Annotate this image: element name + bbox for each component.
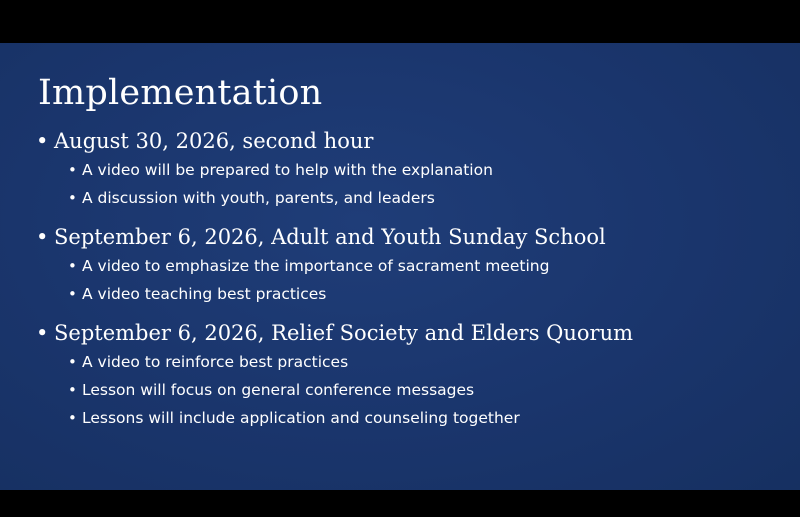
bullet-list <box>36 129 776 445</box>
bullet-text: September 6, 2026, Adult and Youth Sunday School <box>54 225 606 249</box>
bullet-icon: • <box>68 161 77 179</box>
bullet-heading <box>36 129 776 161</box>
list-item <box>36 129 776 217</box>
list-item <box>36 321 776 437</box>
sub-bullet-text: A video to emphasize the importance of sacrament meeting <box>82 257 550 275</box>
bullet-icon: • <box>68 257 77 275</box>
bullet-icon: • <box>36 321 49 345</box>
list-item <box>36 225 776 313</box>
bullet-icon: • <box>36 225 49 249</box>
sub-list-item <box>68 257 776 285</box>
sub-list-item <box>68 381 776 409</box>
bullet-text: August 30, 2026, second hour <box>54 129 374 153</box>
sub-bullet-text: A video teaching best practices <box>82 285 327 303</box>
bullet-icon: • <box>68 381 77 399</box>
sub-list-item <box>68 161 776 189</box>
sub-bullet-text: Lesson will focus on general conference messages <box>82 381 475 399</box>
sub-bullet-text: Lessons will include application and counseling together <box>82 409 520 427</box>
bullet-icon: • <box>68 285 77 303</box>
sub-bullet-list <box>36 353 776 437</box>
bullet-heading <box>36 321 776 353</box>
sub-list-item <box>68 189 776 217</box>
slide-title: Implementation <box>38 73 323 113</box>
sub-bullet-list <box>36 161 776 217</box>
bullet-icon: • <box>68 353 77 371</box>
bullet-icon: • <box>36 129 49 153</box>
sub-bullet-list <box>36 257 776 313</box>
sub-bullet-text: A discussion with youth, parents, and leaders <box>82 189 435 207</box>
sub-bullet-text: A video to reinforce best practices <box>82 353 349 371</box>
sub-list-item <box>68 353 776 381</box>
sub-list-item <box>68 409 776 437</box>
presentation-slide <box>0 43 800 490</box>
bullet-icon: • <box>68 409 77 427</box>
bullet-icon: • <box>68 189 77 207</box>
sub-list-item <box>68 285 776 313</box>
sub-bullet-text: A video will be prepared to help with the explanation <box>82 161 493 179</box>
bullet-heading <box>36 225 776 257</box>
bullet-text: September 6, 2026, Relief Society and Elders Quorum <box>54 321 634 345</box>
